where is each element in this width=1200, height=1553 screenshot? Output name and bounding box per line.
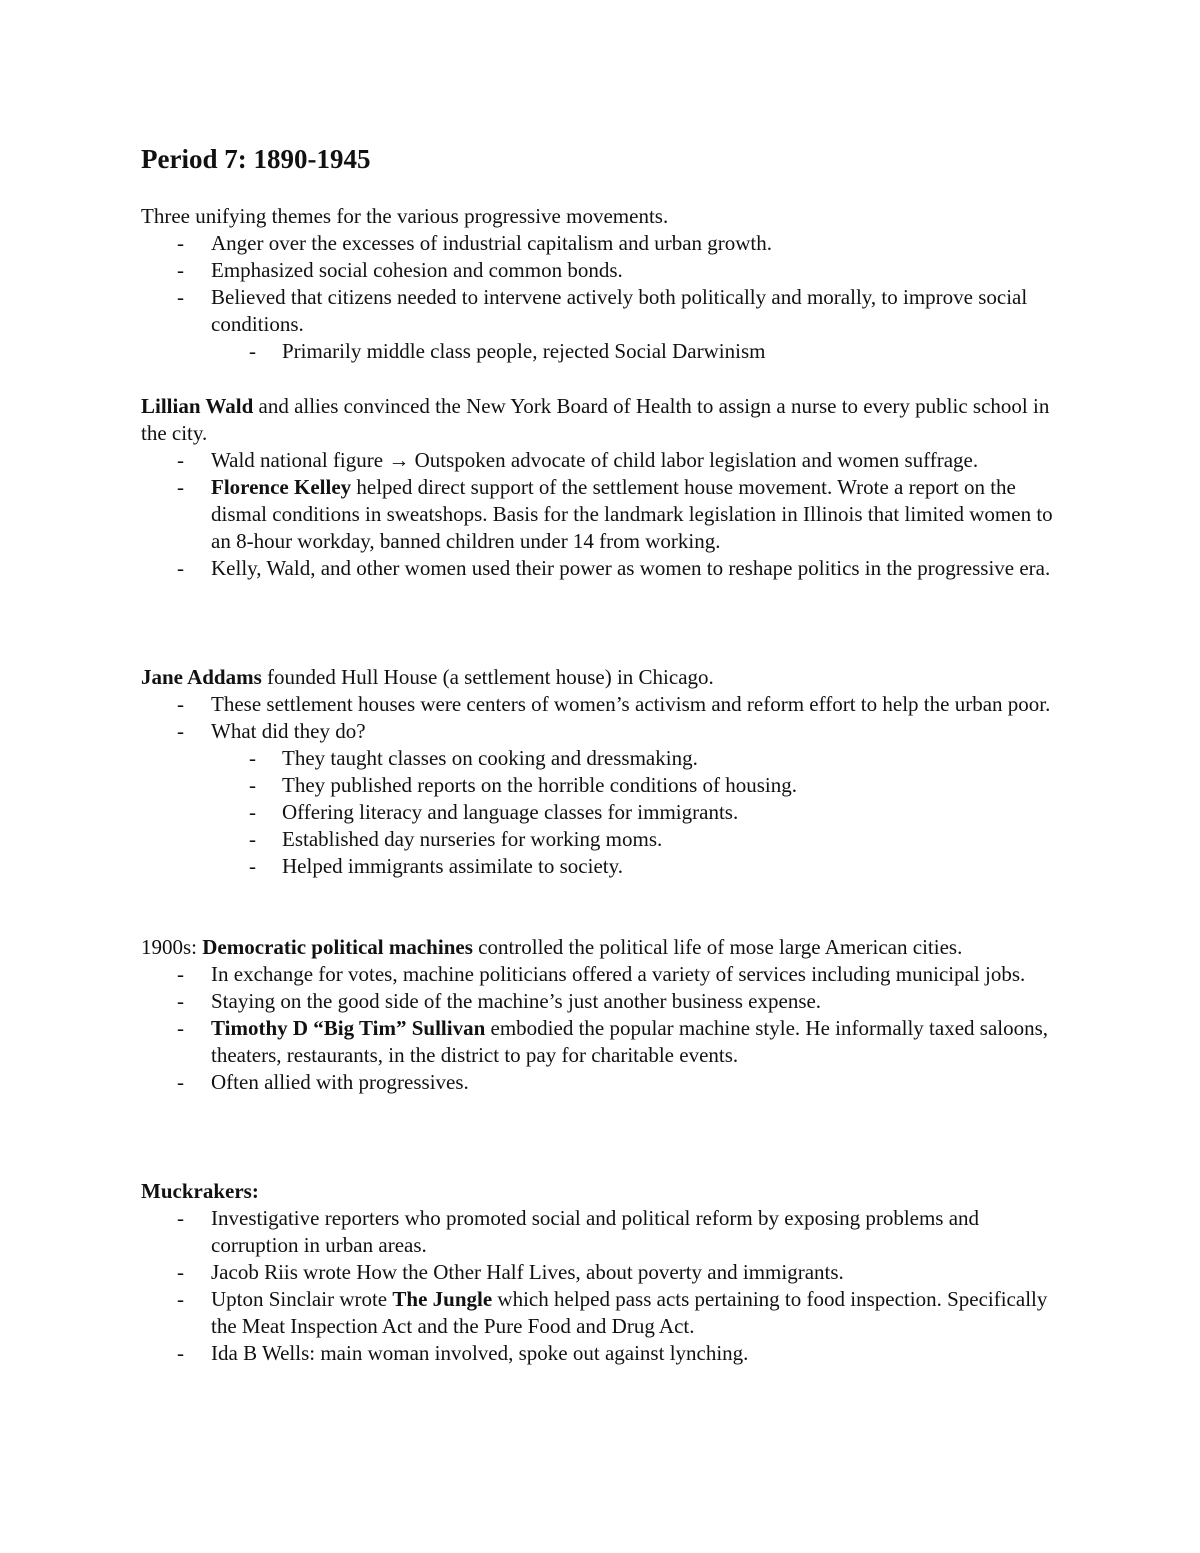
sinclair-prefix: Upton Sinclair wrote <box>211 1287 393 1311</box>
sub-list-item: - Primarily middle class people, rejected Social Darwinism <box>141 338 1061 365</box>
muckrakers-list <box>141 1205 1061 1367</box>
list-item <box>141 474 1061 555</box>
sub-list-item: - Offering literacy and language classes for immigrants. <box>141 799 1061 826</box>
wald-intro-text: and allies convinced the New York Board of Health to assign a nurse to every public school in the city. <box>141 394 1050 445</box>
list-item: - Investigative reporters who promoted social and political reform by exposing problems and corruption in urban areas. <box>141 1205 1061 1259</box>
list-item: - In exchange for votes, machine politicians offered a variety of services including municipal jobs. <box>141 961 1061 988</box>
machines-intro <box>141 934 1061 961</box>
sullivan-text: embodied the popular machine style. He informally taxed saloons, theaters, restaurants, in the district to pay for charitable events. <box>211 1016 1049 1067</box>
list-item: - Anger over the excesses of industrial capitalism and urban growth. <box>141 230 1061 257</box>
list-item: - Often allied with progressives. <box>141 1069 1061 1096</box>
list-item: - Jacob Riis wrote How the Other Half Lives, about poverty and immigrants. <box>141 1259 1061 1286</box>
machines-prefix: 1900s: <box>141 935 203 959</box>
page-title: Period 7: 1890-1945 <box>141 144 371 174</box>
kelley-name: Florence Kelley <box>211 475 352 499</box>
wald-section <box>141 393 1061 582</box>
themes-intro: Three unifying themes for the various progressive movements. <box>141 204 669 228</box>
machines-list <box>141 961 1061 1096</box>
list-item: - Staying on the good side of the machine’s just another business expense. <box>141 988 1061 1015</box>
machines-intro-text: controlled the political life of mose large American cities. <box>472 935 963 959</box>
list-item <box>141 1286 1061 1340</box>
muckrakers-section <box>141 1178 1061 1367</box>
machines-bold: Democratic political machines <box>202 935 473 959</box>
wald-name: Lillian Wald <box>141 394 254 418</box>
list-item: - Believed that citizens needed to intervene actively both politically and morally, to improve social conditions. <box>141 284 1061 338</box>
kelley-text: helped direct support of the settlement house movement. Wrote a report on the dismal conditions in sweatshops. Basis for the landmark legislation in Illinois that limited women to an 8-hour workday, banned children under 14 from working. <box>211 475 1053 553</box>
wald-list <box>141 447 1061 582</box>
addams-section <box>141 664 1061 880</box>
sullivan-name: Timothy D “Big Tim” Sullivan <box>211 1016 486 1040</box>
themes-section <box>141 203 1061 365</box>
addams-name: Jane Addams <box>141 665 262 689</box>
sub-list-item: - They published reports on the horrible conditions of housing. <box>141 772 1061 799</box>
sub-list-item: - They taught classes on cooking and dressmaking. <box>141 745 1061 772</box>
sub-list-item: - Helped immigrants assimilate to society. <box>141 853 1061 880</box>
list-item: - These settlement houses were centers of women’s activism and reform effort to help the urban poor. <box>141 691 1061 718</box>
list-item: - Emphasized social cohesion and common bonds. <box>141 257 1061 284</box>
wald-intro <box>141 393 1061 447</box>
addams-list <box>141 691 1061 880</box>
list-item: - Ida B Wells: main woman involved, spoke out against lynching. <box>141 1340 1061 1367</box>
machines-section <box>141 934 1061 1096</box>
list-item <box>141 1015 1061 1069</box>
sinclair-text: which helped pass acts pertaining to food inspection. Specifically the Meat Inspection Act and the Pure Food and Drug Act. <box>211 1287 1048 1338</box>
addams-intro <box>141 664 1061 691</box>
list-item: - What did they do? <box>141 718 1061 745</box>
themes-list <box>141 230 1061 365</box>
sub-list-item: - Established day nurseries for working moms. <box>141 826 1061 853</box>
addams-intro-text: founded Hull House (a settlement house) in Chicago. <box>261 665 714 689</box>
muckrakers-heading: Muckrakers: <box>141 1179 259 1203</box>
sinclair-book: The Jungle <box>392 1287 493 1311</box>
list-item: - Kelly, Wald, and other women used their power as women to reshape politics in the progressive era. <box>141 555 1061 582</box>
list-item: - Wald national figure → Outspoken advocate of child labor legislation and women suffrage. <box>141 447 1061 474</box>
